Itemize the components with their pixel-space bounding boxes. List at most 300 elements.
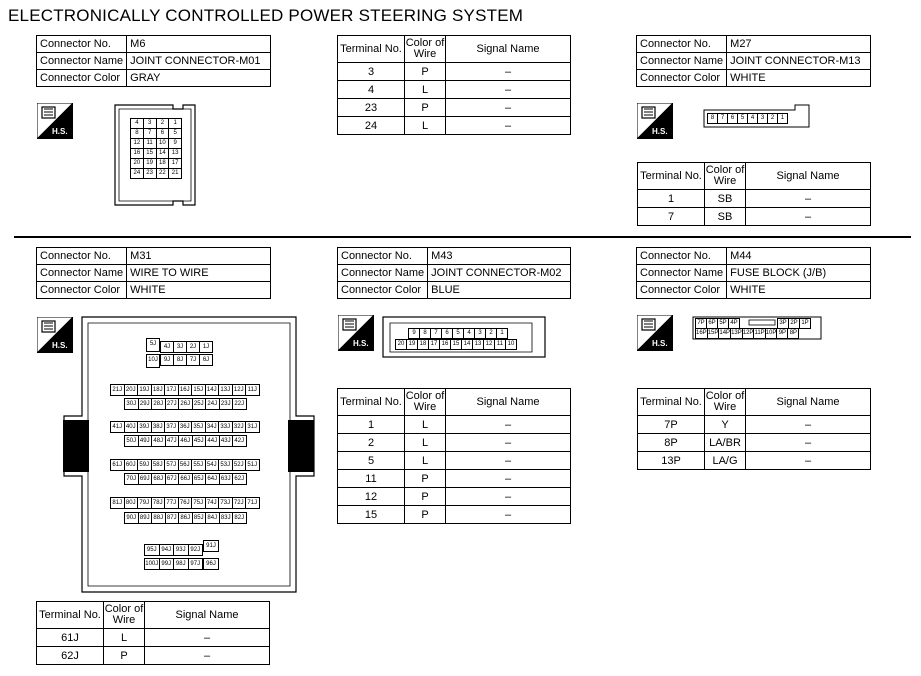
hs-label: H.S. <box>652 339 668 348</box>
label-connector-name: Connector Name <box>637 53 727 70</box>
pin-cell: 82J <box>232 512 247 524</box>
pin-cell: 57J <box>164 459 179 471</box>
header-color-of-wire: Color of Wire <box>705 163 746 190</box>
m43-pin-row-bottom <box>395 339 517 350</box>
m27-connector-drawing <box>703 104 810 128</box>
pin-cell: 12J <box>232 384 247 396</box>
signal-row <box>338 506 571 524</box>
pin-cell: 34J <box>205 421 220 433</box>
pin-cell: 20 <box>131 159 144 169</box>
m27-connector-color: WHITE <box>727 70 871 87</box>
pin-cell: 8 <box>131 129 144 139</box>
signal-row <box>338 99 571 117</box>
m44-connector-no: M44 <box>727 248 871 265</box>
header-terminal-no: Terminal No. <box>338 36 405 63</box>
signal-name-cell: – <box>746 190 871 208</box>
m43-connector-name: JOINT CONNECTOR-M02 <box>428 265 571 282</box>
pin-cell: 33J <box>218 421 233 433</box>
terminal-no-cell: 24 <box>338 117 405 135</box>
pin-cell: 73J <box>218 497 233 509</box>
pin-cell: 3J <box>173 341 187 353</box>
terminal-no-cell: 1 <box>338 416 405 434</box>
pin-cell: 80J <box>124 497 139 509</box>
wire-color-cell: P <box>405 470 446 488</box>
signal-name-cell: – <box>446 416 571 434</box>
pin-cell: 4 <box>131 119 144 129</box>
terminal-no-cell: 62J <box>37 647 104 665</box>
harness-side-icon <box>637 315 673 351</box>
pin-cell: 88J <box>151 512 166 524</box>
signal-name-cell: – <box>446 99 571 117</box>
m44-connector-name: FUSE BLOCK (J/B) <box>727 265 871 282</box>
pin-cell: 6 <box>156 129 169 139</box>
pin-cell: 68J <box>151 473 166 485</box>
pin-cell: 1 <box>778 114 788 124</box>
pin-cell: 84J <box>205 512 220 524</box>
pin-cell: 97J <box>188 558 204 570</box>
pin-cell: 48J <box>151 435 166 447</box>
pin-cell: 1P <box>800 319 811 329</box>
pin-cell: 9 <box>409 329 420 339</box>
pin-cell: 7 <box>143 129 156 139</box>
pin-cell: 4P <box>729 319 740 329</box>
pin-cell: 100J <box>144 558 160 570</box>
label-connector-name: Connector Name <box>637 265 727 282</box>
pin-cell: 22J <box>232 398 247 410</box>
pin-cell: 18J <box>151 384 166 396</box>
terminal-no-cell: 12 <box>338 488 405 506</box>
terminal-no-cell: 3 <box>338 63 405 81</box>
m31-signal-table <box>36 601 270 665</box>
pin-cell: 91J <box>203 540 219 552</box>
pin-cell: 46J <box>178 435 193 447</box>
header-terminal-no: Terminal No. <box>338 389 405 416</box>
pin-cell: 7J <box>186 354 200 366</box>
label-connector-no: Connector No. <box>637 248 727 265</box>
pin-cell: 8 <box>708 114 718 124</box>
label-connector-color: Connector Color <box>338 282 428 299</box>
m43-pin-row-top <box>408 328 508 339</box>
m44-connector-color: WHITE <box>727 282 871 299</box>
header-signal-name: Signal Name <box>145 602 270 629</box>
signal-row <box>338 81 571 99</box>
pin-cell: 83J <box>219 512 234 524</box>
terminal-no-cell: 61J <box>37 629 104 647</box>
label-connector-no: Connector No. <box>338 248 428 265</box>
label-connector-no: Connector No. <box>637 36 727 53</box>
pin-cell: 6 <box>442 329 453 339</box>
m44-pin-row-bottom <box>695 328 799 339</box>
m27-connector-table <box>636 35 871 87</box>
signal-row <box>338 470 571 488</box>
header-color-of-wire: Color of Wire <box>705 389 746 416</box>
pin-cell: 78J <box>151 497 166 509</box>
m31-connector-drawing <box>62 316 316 593</box>
signal-name-cell: – <box>446 63 571 81</box>
pin-cell: 10 <box>506 340 517 350</box>
terminal-no-cell: 23 <box>338 99 405 117</box>
terminal-no-cell: 4 <box>338 81 405 99</box>
pin-cell: 28J <box>151 398 166 410</box>
pin-cell: 29J <box>138 398 153 410</box>
pin-cell: 93J <box>173 544 189 556</box>
pin-cell: 69J <box>138 473 153 485</box>
m27-signal-table <box>637 162 871 226</box>
pin-cell: 21J <box>110 384 125 396</box>
signal-name-cell: – <box>446 506 571 524</box>
pin-cell: 11P <box>754 329 765 339</box>
pin-cell: 5 <box>738 114 748 124</box>
signal-row <box>338 63 571 81</box>
pin-cell: 75J <box>191 497 206 509</box>
signal-row <box>338 416 571 434</box>
pin-cell: 6J <box>199 354 213 366</box>
wire-color-cell: P <box>405 506 446 524</box>
harness-side-icon <box>637 103 673 139</box>
wire-color-cell: P <box>104 647 145 665</box>
pin-cell: 14 <box>462 340 473 350</box>
signal-row <box>638 208 871 226</box>
pin-cell: 9 <box>169 139 182 149</box>
pin-cell: 87J <box>165 512 180 524</box>
pin-cell: 63J <box>219 473 234 485</box>
m43-connector-table <box>337 247 571 299</box>
pin-cell: 20 <box>396 340 407 350</box>
label-connector-no: Connector No. <box>37 248 127 265</box>
terminal-no-cell: 11 <box>338 470 405 488</box>
pin-cell: 13 <box>169 149 182 159</box>
m6-pin-grid <box>130 118 182 179</box>
pin-cell: 30J <box>124 398 139 410</box>
pin-cell: 39J <box>137 421 152 433</box>
m6-connector-drawing <box>113 103 197 207</box>
page-title: ELECTRONICALLY CONTROLLED POWER STEERING SYSTEM <box>8 6 524 25</box>
header-signal-name: Signal Name <box>446 389 571 416</box>
pin-cell: 17 <box>429 340 440 350</box>
pin-cell: 98J <box>173 558 189 570</box>
pin-cell: 60J <box>124 459 139 471</box>
pin-cell: 92J <box>188 544 204 556</box>
pin-cell: 64J <box>205 473 220 485</box>
pin-cell: 12 <box>131 139 144 149</box>
wire-color-cell: SB <box>705 208 746 226</box>
pin-cell: 14P <box>719 329 731 339</box>
pin-cell: 54J <box>205 459 220 471</box>
pin-cell: 16P <box>696 329 708 339</box>
pin-cell: 53J <box>218 459 233 471</box>
signal-name-cell: – <box>746 452 871 470</box>
m43-signal-table <box>337 388 571 524</box>
m31-connector-color: WHITE <box>127 282 271 299</box>
pin-cell: 22 <box>156 169 169 179</box>
m43-connector-drawing <box>382 316 546 358</box>
header-signal-name: Signal Name <box>746 163 871 190</box>
pin-cell: 9P <box>777 329 788 339</box>
pin-cell: 71J <box>245 497 260 509</box>
label-connector-no: Connector No. <box>37 36 127 53</box>
wire-color-cell: L <box>104 629 145 647</box>
pin-cell: 3P <box>778 319 789 329</box>
signal-row <box>37 647 270 665</box>
pin-cell: 14 <box>156 149 169 159</box>
signal-name-cell: – <box>446 117 571 135</box>
pin-cell: 1 <box>169 119 182 129</box>
pin-cell: 5 <box>169 129 182 139</box>
signal-name-cell: – <box>446 452 571 470</box>
pin-cell: 99J <box>159 558 175 570</box>
pin-cell: 16J <box>178 384 193 396</box>
m27-connector-no: M27 <box>727 36 871 53</box>
pin-cell: 19J <box>137 384 152 396</box>
label-connector-name: Connector Name <box>37 53 127 70</box>
m31-connector-no: M31 <box>127 248 271 265</box>
wire-color-cell: P <box>405 63 446 81</box>
pin-cell: 67J <box>165 473 180 485</box>
pin-cell: 15P <box>707 329 719 339</box>
m44-connector-drawing <box>692 316 822 340</box>
pin-cell: 40J <box>124 421 139 433</box>
signal-name-cell: – <box>746 208 871 226</box>
pin-cell: 2P <box>789 319 800 329</box>
pin-cell: 76J <box>178 497 193 509</box>
pin-cell: 12 <box>484 340 495 350</box>
pin-cell: 3 <box>758 114 768 124</box>
pin-cell: 8J <box>173 354 187 366</box>
pin-cell: 16 <box>131 149 144 159</box>
pin-cell: 9J <box>160 354 174 366</box>
pin-cell: 66J <box>178 473 193 485</box>
pin-cell: 6P <box>707 319 718 329</box>
pin-cell: 13J <box>218 384 233 396</box>
pin-cell: 26J <box>178 398 193 410</box>
pin-cell: 96J <box>203 558 219 570</box>
label-connector-color: Connector Color <box>37 282 127 299</box>
signal-row <box>638 416 871 434</box>
pin-cell: 50J <box>124 435 139 447</box>
pin-cell: 15 <box>143 149 156 159</box>
pin-cell: 61J <box>110 459 125 471</box>
pin-cell: 17 <box>169 159 182 169</box>
pin-cell: 6 <box>728 114 738 124</box>
pin-cell: 13P <box>731 329 743 339</box>
pin-cell: 86J <box>178 512 193 524</box>
pin-cell: 7P <box>696 319 707 329</box>
pin-cell: 41J <box>110 421 125 433</box>
label-connector-color: Connector Color <box>37 70 127 87</box>
signal-row <box>338 117 571 135</box>
pin-cell: 36J <box>178 421 193 433</box>
m6-connector-name: JOINT CONNECTOR-M01 <box>127 53 271 70</box>
wire-color-cell: L <box>405 117 446 135</box>
header-signal-name: Signal Name <box>746 389 871 416</box>
pin-cell: 7 <box>431 329 442 339</box>
pin-cell: 95J <box>144 544 160 556</box>
pin-cell: 10J <box>146 354 160 368</box>
hs-label: H.S. <box>353 339 369 348</box>
pin-cell: 8P <box>788 329 799 339</box>
label-connector-name: Connector Name <box>338 265 428 282</box>
label-connector-color: Connector Color <box>637 282 727 299</box>
header-color-of-wire: Color of Wire <box>405 389 446 416</box>
m44-signal-table <box>637 388 871 470</box>
signal-row <box>338 488 571 506</box>
wire-color-cell: SB <box>705 190 746 208</box>
pin-cell: 11 <box>495 340 506 350</box>
pin-cell: 85J <box>192 512 207 524</box>
pin-cell: 90J <box>124 512 139 524</box>
pin-cell: 42J <box>232 435 247 447</box>
pin-cell: 15 <box>451 340 462 350</box>
pin-cell: 2 <box>486 329 497 339</box>
pin-cell: 12P <box>742 329 754 339</box>
label-connector-color: Connector Color <box>637 70 727 87</box>
hs-label: H.S. <box>652 127 668 136</box>
harness-side-icon <box>37 103 73 139</box>
wire-color-cell: L <box>405 416 446 434</box>
pin-cell: 5 <box>453 329 464 339</box>
pin-cell: 62J <box>232 473 247 485</box>
pin-cell: 4J <box>160 341 174 353</box>
m44-connector-table <box>636 247 871 299</box>
wire-color-cell: LA/BR <box>705 434 746 452</box>
pin-cell: 31J <box>245 421 260 433</box>
m43-connector-color: BLUE <box>428 282 571 299</box>
signal-name-cell: – <box>446 488 571 506</box>
pin-cell: 49J <box>138 435 153 447</box>
signal-row <box>638 434 871 452</box>
pin-cell: 10 <box>156 139 169 149</box>
pin-cell: 89J <box>138 512 153 524</box>
header-terminal-no: Terminal No. <box>37 602 104 629</box>
m31-connector-name: WIRE TO WIRE <box>127 265 271 282</box>
pin-cell: 81J <box>110 497 125 509</box>
pin-cell: 65J <box>192 473 207 485</box>
section-divider <box>14 236 911 238</box>
pin-cell: 38J <box>151 421 166 433</box>
pin-cell: 2 <box>156 119 169 129</box>
wire-color-cell: LA/G <box>705 452 746 470</box>
pin-cell: 24J <box>205 398 220 410</box>
pin-cell: 55J <box>191 459 206 471</box>
pin-cell: 56J <box>178 459 193 471</box>
pin-cell: 13 <box>473 340 484 350</box>
hs-label: H.S. <box>52 341 68 350</box>
terminal-no-cell: 2 <box>338 434 405 452</box>
pin-cell: 72J <box>232 497 247 509</box>
pin-cell: 32J <box>232 421 247 433</box>
signal-row <box>638 452 871 470</box>
pin-cell: 5J <box>146 338 160 352</box>
m6-connector-color: GRAY <box>127 70 271 87</box>
terminal-no-cell: 8P <box>638 434 705 452</box>
pin-cell: 79J <box>137 497 152 509</box>
pin-cell: 24 <box>131 169 144 179</box>
pin-cell: 45J <box>192 435 207 447</box>
wire-color-cell: L <box>405 434 446 452</box>
signal-name-cell: – <box>446 81 571 99</box>
pin-cell: 44J <box>205 435 220 447</box>
header-color-of-wire: Color of Wire <box>405 36 446 63</box>
signal-row <box>638 190 871 208</box>
m31-connector-table <box>36 247 271 299</box>
pin-cell: 23 <box>143 169 156 179</box>
pin-cell: 47J <box>165 435 180 447</box>
pin-cell: 43J <box>219 435 234 447</box>
pin-cell: 59J <box>137 459 152 471</box>
pin-cell: 21 <box>169 169 182 179</box>
wire-color-cell: P <box>405 99 446 117</box>
signal-row <box>37 629 270 647</box>
pin-cell: 23J <box>219 398 234 410</box>
wire-color-cell: L <box>405 81 446 99</box>
signal-row <box>338 434 571 452</box>
m6-signal-table <box>337 35 571 135</box>
pin-cell: 74J <box>205 497 220 509</box>
pin-cell: 2 <box>768 114 778 124</box>
pin-cell: 25J <box>192 398 207 410</box>
signal-name-cell: – <box>145 647 270 665</box>
wire-color-cell: P <box>405 488 446 506</box>
pin-cell: 3 <box>143 119 156 129</box>
pin-cell: 19 <box>407 340 418 350</box>
m6-connector-table <box>36 35 271 87</box>
m6-connector-no: M6 <box>127 36 271 53</box>
m43-connector-no: M43 <box>428 248 571 265</box>
pin-cell: 8 <box>420 329 431 339</box>
pin-cell: 14J <box>205 384 220 396</box>
pin-cell: 11 <box>143 139 156 149</box>
pin-cell: 4 <box>464 329 475 339</box>
pin-cell: 10P <box>765 329 777 339</box>
signal-name-cell: – <box>746 434 871 452</box>
terminal-no-cell: 13P <box>638 452 705 470</box>
m27-pin-grid <box>707 113 788 124</box>
pin-cell: 16 <box>440 340 451 350</box>
terminal-no-cell: 7 <box>638 208 705 226</box>
signal-name-cell: – <box>746 416 871 434</box>
terminal-no-cell: 15 <box>338 506 405 524</box>
header-terminal-no: Terminal No. <box>638 163 705 190</box>
terminal-no-cell: 7P <box>638 416 705 434</box>
harness-side-icon <box>338 315 374 351</box>
signal-name-cell: – <box>145 629 270 647</box>
pin-cell: 7 <box>718 114 728 124</box>
pin-cell: 2J <box>186 341 200 353</box>
pin-cell: 35J <box>191 421 206 433</box>
pin-cell: 15J <box>191 384 206 396</box>
header-signal-name: Signal Name <box>446 36 571 63</box>
pin-cell: 27J <box>165 398 180 410</box>
pin-cell: 52J <box>232 459 247 471</box>
pin-cell: 51J <box>245 459 260 471</box>
pin-cell: 1 <box>497 329 508 339</box>
pin-cell: 18 <box>156 159 169 169</box>
pin-cell: 37J <box>164 421 179 433</box>
pin-cell: 4 <box>748 114 758 124</box>
terminal-no-cell: 1 <box>638 190 705 208</box>
hs-label: H.S. <box>52 127 68 136</box>
pin-cell: 11J <box>245 384 260 396</box>
terminal-no-cell: 5 <box>338 452 405 470</box>
pin-cell: 3 <box>475 329 486 339</box>
label-connector-name: Connector Name <box>37 265 127 282</box>
header-color-of-wire: Color of Wire <box>104 602 145 629</box>
pin-cell: 58J <box>151 459 166 471</box>
wire-color-cell: L <box>405 452 446 470</box>
pin-cell: 5P <box>718 319 729 329</box>
pin-cell: 18 <box>418 340 429 350</box>
signal-name-cell: – <box>446 470 571 488</box>
